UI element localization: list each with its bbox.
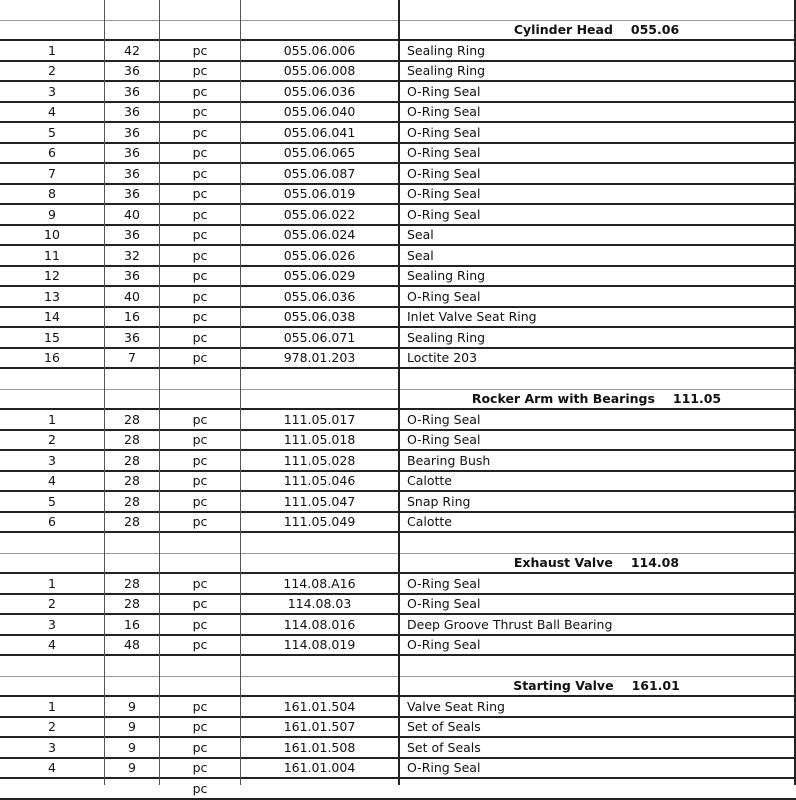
part-number: 055.06.029 [283, 268, 356, 284]
description: Set of Seals [407, 739, 481, 755]
part-number: 161.01.004 [283, 760, 356, 776]
unit: pc [192, 780, 208, 796]
section-title: Cylinder Head [513, 22, 613, 38]
quantity: 36 [124, 145, 140, 161]
unit: pc [192, 288, 208, 304]
unit: pc [192, 698, 208, 714]
unit: pc [192, 145, 208, 161]
description: Snap Ring [407, 493, 471, 509]
column-divider [159, 0, 160, 785]
part-number [241, 779, 398, 798]
quantity: 36 [124, 165, 140, 181]
section-code: 111.05 [672, 391, 722, 407]
part-number: 161.01.508 [283, 739, 356, 755]
quantity: 36 [124, 186, 140, 202]
quantity: 28 [124, 473, 140, 489]
item-number: 12 [44, 268, 60, 284]
description: Sealing Ring [407, 329, 486, 345]
unit: pc [192, 227, 208, 243]
item-number: 14 [44, 309, 60, 325]
unit: pc [192, 575, 208, 591]
section-title: Starting Valve [513, 678, 614, 694]
quantity: 36 [124, 124, 140, 140]
unit: pc [192, 42, 208, 58]
quantity: 36 [124, 104, 140, 120]
section-code: 114.08 [630, 555, 680, 571]
unit: pc [192, 473, 208, 489]
description: O-Ring Seal [407, 124, 481, 140]
column-divider [398, 0, 400, 785]
part-number: 114.08.A16 [283, 575, 356, 591]
unit: pc [192, 637, 208, 653]
unit: pc [192, 83, 208, 99]
item-number: 1 [48, 575, 56, 591]
part-number: 055.06.026 [283, 247, 356, 263]
section-code: 055.06 [630, 22, 680, 38]
quantity: 36 [124, 83, 140, 99]
quantity: 40 [124, 206, 140, 222]
item-number: 3 [48, 616, 56, 632]
unit: pc [192, 268, 208, 284]
unit: pc [192, 247, 208, 263]
quantity: 16 [124, 616, 140, 632]
item-number: 4 [48, 760, 56, 776]
description: O-Ring Seal [407, 596, 481, 612]
part-number: 111.05.046 [283, 473, 356, 489]
quantity: 9 [128, 739, 136, 755]
section-title: Exhaust Valve [513, 555, 613, 571]
part-number: 055.06.065 [283, 145, 356, 161]
section-header [399, 677, 794, 696]
part-number: 114.08.019 [283, 637, 356, 653]
description: O-Ring Seal [407, 411, 481, 427]
quantity: 28 [124, 514, 140, 530]
description: O-Ring Seal [407, 637, 481, 653]
description: Seal [407, 247, 434, 263]
item-number: 3 [48, 739, 56, 755]
part-number: 111.05.049 [283, 514, 356, 530]
description: O-Ring Seal [407, 575, 481, 591]
unit: pc [192, 739, 208, 755]
unit: pc [192, 104, 208, 120]
part-number: 111.05.047 [283, 493, 356, 509]
item-number: 16 [44, 350, 60, 366]
item-number: 6 [48, 514, 56, 530]
part-number: 111.05.028 [283, 452, 356, 468]
description: O-Ring Seal [407, 104, 481, 120]
item-number: 3 [48, 452, 56, 468]
quantity: 36 [124, 329, 140, 345]
unit: pc [192, 514, 208, 530]
unit: pc [192, 616, 208, 632]
part-number: 055.06.006 [283, 42, 356, 58]
description: Bearing Bush [407, 452, 491, 468]
part-number: 055.06.019 [283, 186, 356, 202]
part-number: 114.08.03 [287, 596, 352, 612]
section-code: 161.01 [631, 678, 680, 694]
unit: pc [192, 309, 208, 325]
unit: pc [192, 452, 208, 468]
item-number: 1 [48, 698, 56, 714]
description: Deep Groove Thrust Ball Bearing [407, 616, 613, 632]
unit: pc [192, 165, 208, 181]
quantity: 48 [124, 637, 140, 653]
part-number: 114.08.016 [283, 616, 356, 632]
quantity: 28 [124, 493, 140, 509]
part-number: 055.06.008 [283, 63, 356, 79]
column-divider [240, 0, 241, 785]
description: O-Ring Seal [407, 288, 481, 304]
part-number: 055.06.022 [283, 206, 356, 222]
description: Calotte [407, 473, 453, 489]
item-number: 4 [48, 473, 56, 489]
quantity: 42 [124, 42, 140, 58]
quantity: 9 [128, 698, 136, 714]
item-number: 6 [48, 145, 56, 161]
item-number: 9 [48, 206, 56, 222]
column-divider [104, 0, 105, 785]
item-number: 2 [48, 432, 56, 448]
unit: pc [192, 186, 208, 202]
part-number: 055.06.087 [283, 165, 356, 181]
unit: pc [192, 206, 208, 222]
item-number: 4 [48, 104, 56, 120]
item-number: 1 [48, 411, 56, 427]
description: Calotte [407, 514, 453, 530]
description: O-Ring Seal [407, 760, 481, 776]
quantity: 32 [124, 247, 140, 263]
unit: pc [192, 760, 208, 776]
part-number: 161.01.507 [283, 719, 356, 735]
quantity: 36 [124, 268, 140, 284]
unit: pc [192, 329, 208, 345]
part-number: 055.06.041 [283, 124, 356, 140]
unit: pc [192, 63, 208, 79]
unit: pc [192, 432, 208, 448]
unit: pc [192, 493, 208, 509]
description: Sealing Ring [407, 63, 486, 79]
item-number: 3 [48, 83, 56, 99]
quantity: 36 [124, 227, 140, 243]
quantity: 28 [124, 596, 140, 612]
quantity: 28 [124, 452, 140, 468]
quantity: 7 [128, 350, 136, 366]
part-number: 161.01.504 [283, 698, 356, 714]
description: Set of Seals [407, 719, 481, 735]
part-number: 055.06.040 [283, 104, 356, 120]
item-number: 7 [48, 165, 56, 181]
item-number: 13 [44, 288, 60, 304]
part-number: 978.01.203 [283, 350, 356, 366]
unit: pc [192, 350, 208, 366]
part-number: 111.05.017 [283, 411, 356, 427]
item-number: 5 [48, 124, 56, 140]
unit: pc [192, 411, 208, 427]
description: Seal [407, 227, 434, 243]
item-number: 1 [48, 42, 56, 58]
item-number: 2 [48, 596, 56, 612]
unit: pc [192, 124, 208, 140]
part-number: 111.05.018 [283, 432, 356, 448]
description: O-Ring Seal [407, 83, 481, 99]
section-header [399, 390, 794, 409]
quantity: 9 [128, 719, 136, 735]
part-number: 055.06.038 [283, 309, 356, 325]
description: Valve Seat Ring [407, 698, 505, 714]
description: O-Ring Seal [407, 165, 481, 181]
quantity: 40 [124, 288, 140, 304]
description: O-Ring Seal [407, 432, 481, 448]
item-number: 11 [44, 247, 60, 263]
part-number: 055.06.024 [283, 227, 356, 243]
section-title: Rocker Arm with Bearings [471, 391, 655, 407]
item-number: 10 [44, 227, 60, 243]
item-number: 2 [48, 63, 56, 79]
description: O-Ring Seal [407, 145, 481, 161]
section-header [399, 21, 794, 40]
quantity: 36 [124, 63, 140, 79]
description: O-Ring Seal [407, 206, 481, 222]
description: Sealing Ring [407, 42, 486, 58]
quantity: 28 [124, 432, 140, 448]
unit: pc [192, 596, 208, 612]
item-number: 15 [44, 329, 60, 345]
section-header [399, 554, 794, 573]
quantity: 9 [128, 760, 136, 776]
description: Loctite 203 [407, 350, 478, 366]
description: Inlet Valve Seat Ring [407, 309, 537, 325]
item-number [0, 779, 104, 798]
item-number: 5 [48, 493, 56, 509]
quantity: 28 [124, 411, 140, 427]
description [399, 779, 794, 798]
part-number: 055.06.071 [283, 329, 356, 345]
quantity [105, 779, 159, 798]
quantity: 28 [124, 575, 140, 591]
item-number: 2 [48, 719, 56, 735]
description: O-Ring Seal [407, 186, 481, 202]
item-number: 8 [48, 186, 56, 202]
description: Sealing Ring [407, 268, 486, 284]
part-number: 055.06.036 [283, 83, 356, 99]
quantity: 16 [124, 309, 140, 325]
item-number: 4 [48, 637, 56, 653]
part-number: 055.06.036 [283, 288, 356, 304]
unit: pc [192, 719, 208, 735]
